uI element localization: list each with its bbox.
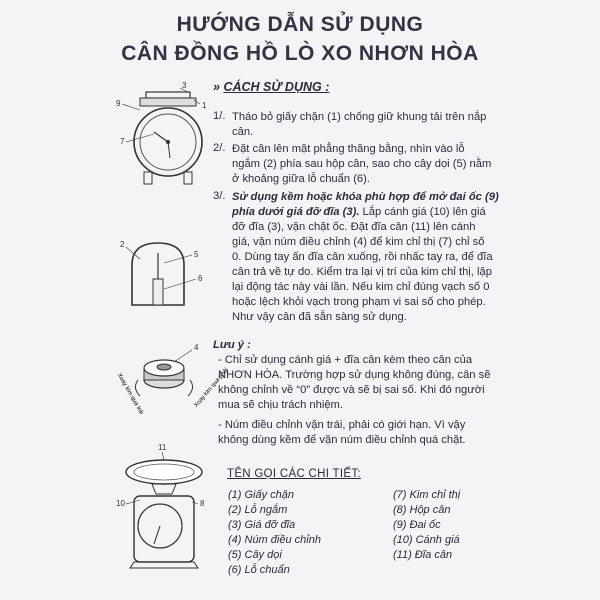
fig3-label: 4: [194, 343, 199, 352]
section-prefix: »: [213, 80, 220, 94]
part-item: (7) Kim chỉ thị: [393, 489, 461, 501]
fig4-label: 11: [158, 443, 167, 452]
note-line: mua sẽ chịu trách nhiệm.: [218, 399, 343, 411]
note-line: không dùng kềm để vặn núm điều chỉnh quá chặt.: [218, 434, 466, 446]
step-1-number: 1/.: [213, 110, 226, 122]
step-3-line: lại động tác này vài lần. Nếu kim chỉ đúng vạch số 0: [232, 281, 490, 293]
note-item-1: [218, 353, 588, 413]
fig1-label: 7: [120, 137, 125, 146]
step-3-line: cân trả về tự do. Kiểm tra lại vị trí của kim chỉ thị, lặp: [232, 266, 492, 278]
step-1-line: Tháo bỏ giấy chặn (1) chống giữ khung tải trên nắp: [232, 111, 487, 123]
part-item: (11) Đĩa cân: [393, 549, 453, 561]
part-item: (9) Đai ốc: [393, 519, 441, 531]
step-2-line: ở khoảng giữa lỗ chuẩn (6).: [232, 173, 370, 185]
scale-back-illustration: [118, 235, 208, 315]
scale-front-illustration: [110, 80, 210, 195]
step-3-line: Như vậy cân đã sẵn sàng sử dụng.: [232, 311, 407, 323]
fig2-label: 6: [198, 274, 203, 283]
note-line: không chỉnh về “0” được và sẽ bị sai số. Khi đó người: [218, 384, 485, 396]
part-item: (2) Lỗ ngắm: [228, 504, 288, 516]
step-3-number: 3/.: [213, 190, 226, 202]
title-line-2: CÂN ĐỒNG HỒ LÒ XO NHƠN HÒA: [121, 42, 479, 65]
adjustment-knob-illustration: [112, 340, 230, 416]
fig4-label: 10: [116, 499, 125, 508]
step-1-line: cân.: [232, 126, 254, 138]
note-heading: Lưu ý :: [213, 339, 251, 351]
part-item: (4) Núm điều chỉnh: [228, 534, 321, 546]
step-3-bold-line: Sử dụng kềm hoặc khóa phù hợp để mở đai ốc (9): [232, 191, 499, 203]
fig1-label: 9: [116, 99, 121, 108]
part-item: (5) Cây dọi: [228, 549, 282, 561]
step-1-text: [232, 110, 582, 140]
step-3-line: 0. Dùng tay ấn đĩa cân xuống, rồi nhấc tay ra, để đĩa: [232, 251, 493, 263]
step-2-line: Đặt cân lên mặt phẳng thăng bằng, nhìn vào lỗ: [232, 143, 465, 155]
title-line-1: HƯỚNG DẪN SỬ DỤNG: [176, 13, 424, 36]
fig1-label: 1: [202, 101, 207, 110]
step-2-line: ngắm (2) phía sau hộp cân, sao cho cây dọi (5) nằm: [232, 158, 492, 170]
step-3-line: đỡ đĩa (3), vặn chặt ốc. Đặt đĩa cân (11) lên cánh: [232, 221, 476, 233]
note-line: - Chỉ sử dụng cánh giá + đĩa cân kèm theo cân của: [218, 354, 473, 366]
part-item: (1) Giấy chặn: [228, 489, 295, 501]
fig2-label: 5: [194, 250, 199, 259]
step-3-text: [232, 190, 592, 325]
section-heading-text: CÁCH SỬ DỤNG :: [223, 80, 330, 94]
fig1-label: 3: [182, 81, 187, 90]
fig3-label: Xoay kim qua trái: [115, 372, 145, 416]
note-item-2: [218, 418, 588, 448]
fig2-label: 2: [120, 240, 125, 249]
step-3-bold-line: phía dưới giá đỡ đĩa (3).: [232, 206, 360, 218]
parts-heading: TÊN GỌI CÁC CHI TIẾT:: [227, 468, 361, 480]
section-heading: [213, 80, 329, 94]
note-line: - Núm điều chỉnh vặn trái, phải có giới hạn. Vì vậy: [218, 419, 466, 431]
part-item: (8) Hộp cân: [393, 504, 451, 516]
note-line: NHƠN HÒA. Trường hợp sử dụng không đúng, cân sẽ: [218, 369, 491, 381]
fig4-label: 8: [200, 499, 205, 508]
step-3-line-tail: Lắp cánh giá (10) lên giá: [359, 206, 486, 218]
part-item: (3) Giá đỡ đĩa: [228, 519, 296, 531]
part-item: (10) Cánh giá: [393, 534, 460, 546]
part-item: (6) Lỗ chuẩn: [228, 564, 290, 576]
step-2-text: [232, 142, 582, 187]
scale-full-illustration: [112, 440, 212, 590]
step-2-number: 2/.: [213, 142, 226, 154]
fig3-label: Xoay kim qua phải: [193, 367, 230, 409]
step-3-line: hoặc lệch khỏi vạch trong phạm vi sai số cho phép.: [232, 296, 486, 308]
step-3-line: giá, vặn núm điều chỉnh (4) để kim chỉ thị (7) chỉ số: [232, 236, 485, 248]
